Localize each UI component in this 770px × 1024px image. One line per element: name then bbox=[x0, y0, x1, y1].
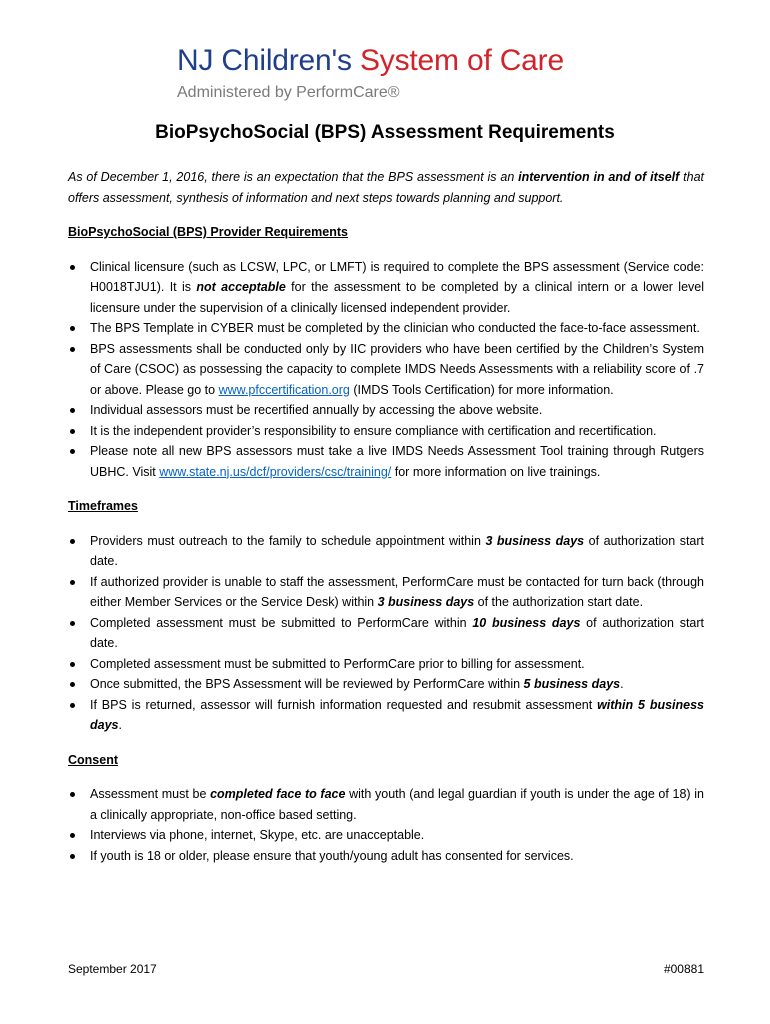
logo-nj-text: NJ Children's bbox=[177, 44, 352, 77]
text: of authorization start date. bbox=[90, 615, 705, 650]
training-link[interactable]: www.state.nj.us/dcf/providers/csc/training/ bbox=[159, 464, 392, 479]
text: If BPS is returned, assessor will furnish information requested and resubmit assessment bbox=[90, 697, 598, 712]
text: Once submitted, the BPS Assessment will be reviewed by PerformCare within bbox=[90, 677, 524, 691]
emphasis: 10 business days bbox=[472, 615, 581, 630]
consent-heading: Consent bbox=[68, 752, 118, 767]
provider-requirements-list bbox=[68, 257, 704, 483]
text: Clinical licensure (such as LCSW, LPC, or LMFT) is required to complete the BPS assessment (Service code: H0018TJU1). It is bbox=[90, 259, 704, 294]
text: Providers must outreach to the family to schedule appointment within bbox=[90, 533, 486, 548]
list-item bbox=[68, 441, 704, 482]
document-body bbox=[68, 167, 704, 866]
list-item: Interviews via phone, internet, Skype, etc. are unacceptable. bbox=[68, 825, 704, 846]
timeframes-heading: Timeframes bbox=[68, 499, 138, 513]
emphasis: not acceptable bbox=[196, 280, 286, 294]
logo-subtitle: Administered by PerformCare® bbox=[177, 84, 400, 101]
text: of the authorization start date. bbox=[474, 595, 644, 609]
emphasis: completed face to face bbox=[210, 787, 346, 801]
logo-soc-text: System of Care bbox=[360, 44, 564, 77]
list-item bbox=[68, 257, 704, 319]
provider-requirements-heading: BioPsychoSocial (BPS) Provider Requirements bbox=[68, 225, 348, 239]
page-footer bbox=[68, 962, 704, 976]
list-item: Individual assessors must be recertified annually by accessing the above website. bbox=[68, 400, 704, 421]
list-item bbox=[68, 674, 704, 695]
emphasis: 5 business days bbox=[523, 677, 621, 691]
list-item bbox=[68, 572, 704, 613]
text: for more information on live trainings. bbox=[391, 464, 601, 479]
list-item: It is the independent provider’s responsibility to ensure compliance with certification and recertification. bbox=[68, 421, 704, 442]
text: of authorization start date. bbox=[90, 533, 705, 568]
text: Please note all new BPS assessors must take a live IMDS Needs Assessment Tool training through Rutgers UBHC. Visit bbox=[90, 444, 704, 479]
list-item bbox=[68, 613, 704, 654]
nj-cssoc-logo bbox=[177, 42, 564, 102]
list-item: Completed assessment must be submitted to PerformCare prior to billing for assessment. bbox=[68, 654, 704, 675]
text: for the assessment to be completed by a clinical intern or a lower level licensure under the supervision of a clinically licensed independent provider. bbox=[90, 280, 705, 315]
list-item bbox=[68, 695, 704, 736]
page-title: BioPsychoSocial (BPS) Assessment Requirements bbox=[155, 122, 615, 143]
intro-emphasis: intervention in and of itself bbox=[518, 170, 680, 184]
logo-title bbox=[177, 42, 564, 80]
text: Completed assessment must be submitted to PerformCare within bbox=[90, 615, 473, 630]
text: . bbox=[620, 677, 624, 691]
emphasis: 3 business days bbox=[377, 595, 475, 609]
text: with youth (and legal guardian if youth is under the age of 18) in a clinically appropriate, non-office based setting. bbox=[90, 787, 704, 822]
list-item bbox=[68, 784, 704, 825]
intro-paragraph bbox=[68, 167, 704, 208]
consent-list bbox=[68, 784, 704, 866]
text: (IMDS Tools Certification) for more information. bbox=[349, 382, 614, 397]
list-item bbox=[68, 531, 704, 572]
text: . bbox=[118, 718, 122, 732]
footer-doc-number: #00881 bbox=[663, 962, 704, 976]
text: BPS assessments shall be conducted only by IIC providers who have been certified by the Children’s System of Care (CSOC) as possessing the capacity to complete IMDS Needs Assessments with a reliability score of .7 or above. Please go to bbox=[90, 341, 704, 397]
timeframes-list bbox=[68, 531, 704, 736]
pfc-certification-link[interactable]: www.pfccertification.org bbox=[218, 382, 350, 397]
intro-text-1: As of December 1, 2016, there is an expectation that the BPS assessment is an bbox=[68, 170, 519, 184]
text: If authorized provider is unable to staff the assessment, PerformCare must be contacted for turn back (through either Member Services or the Service Desk) within bbox=[90, 574, 704, 609]
intro-text-2: that offers assessment, synthesis of information and next steps towards planning and support. bbox=[68, 170, 704, 205]
footer-date: September 2017 bbox=[68, 962, 157, 976]
list-item: If youth is 18 or older, please ensure that youth/young adult has consented for services. bbox=[68, 846, 704, 867]
emphasis: 3 business days bbox=[485, 533, 585, 548]
list-item bbox=[68, 339, 704, 401]
list-item: The BPS Template in CYBER must be completed by the clinician who conducted the face-to-face assessment. bbox=[68, 318, 704, 339]
emphasis: within 5 business days bbox=[90, 697, 705, 732]
text: Assessment must be bbox=[90, 787, 211, 801]
